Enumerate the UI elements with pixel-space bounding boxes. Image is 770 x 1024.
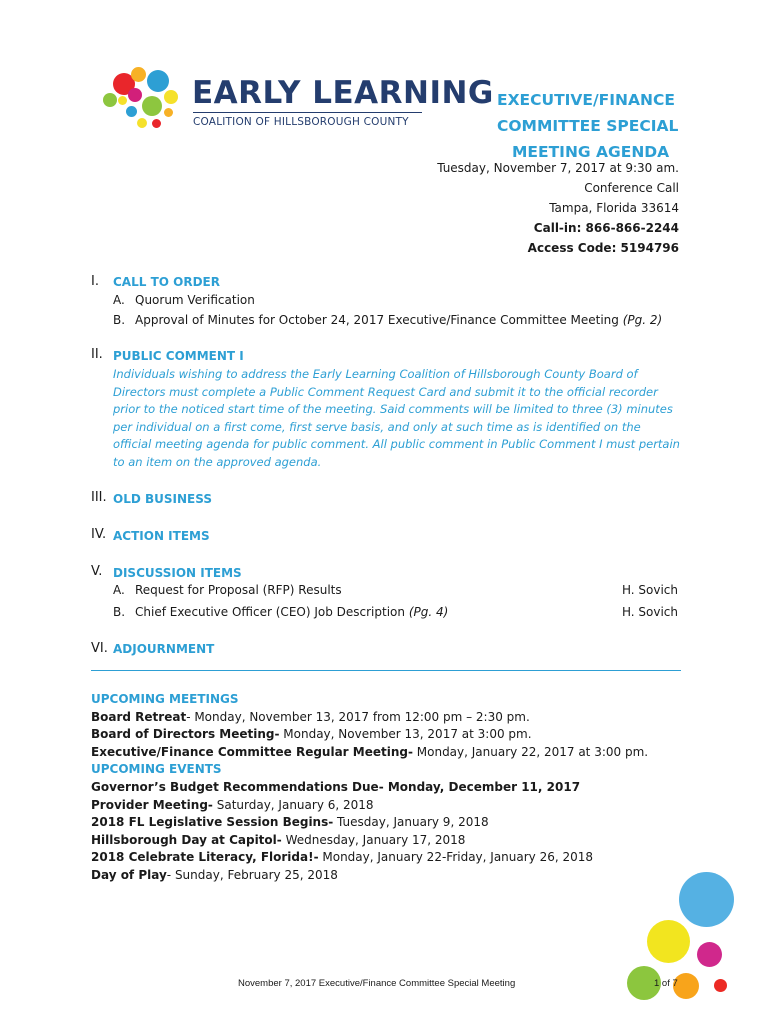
- meeting-item-label: Board Retreat: [91, 709, 187, 724]
- event-item: [91, 832, 648, 850]
- meeting-item: [91, 709, 648, 727]
- item-letter: B.: [113, 313, 126, 327]
- event-item: [91, 797, 648, 815]
- logo-dot-yellow-small: [118, 96, 127, 105]
- event-item-label: 2018 Celebrate Literacy, Florida!-: [91, 850, 319, 865]
- event-item: [91, 779, 648, 797]
- section-5-title: DISCUSSION ITEMS: [113, 566, 242, 580]
- event-item-label: 2018 FL Legislative Session Begins-: [91, 815, 334, 830]
- logo-dot-blue-small: [126, 106, 137, 117]
- section-1-item-b: [113, 313, 662, 327]
- event-item-label: Day of Play: [91, 867, 167, 882]
- section-1-numeral: I.: [91, 274, 99, 289]
- meeting-item-text: Monday, January 22, 2017 at 3:00 pm.: [412, 744, 649, 759]
- meeting-item-label: Board of Directors Meeting-: [91, 727, 280, 742]
- section-3-numeral: III.: [91, 490, 107, 505]
- section-5-item-b: [113, 605, 448, 619]
- page-number: 1 of 7: [654, 978, 678, 989]
- item-page-ref: (Pg. 2): [622, 313, 663, 327]
- section-2-numeral: II.: [91, 347, 103, 362]
- section-3-title: OLD BUSINESS: [113, 492, 212, 506]
- logo-dot-green: [142, 96, 162, 116]
- upcoming-meetings-heading: UPCOMING MEETINGS: [91, 692, 239, 706]
- corner-dot-blue: [679, 872, 734, 927]
- meeting-item-text: Monday, November 13, 2017 at 3:00 pm.: [279, 727, 532, 742]
- event-item: [91, 867, 648, 885]
- section-4-title: ACTION ITEMS: [113, 529, 210, 543]
- logo-subtitle: COALITION OF HILLSBOROUGH COUNTY: [193, 116, 409, 128]
- meeting-item-label: Executive/Finance Committee Regular Meeting-: [91, 744, 413, 759]
- section-1-item-a: [113, 293, 255, 307]
- meeting-item-text: - Monday, November 13, 2017 from 12:00 pm – 2:30 pm.: [186, 709, 530, 724]
- section-5-item-b-presenter: H. Sovich: [621, 605, 678, 619]
- event-item-label: Provider Meeting-: [91, 797, 213, 812]
- logo-dot-orange: [131, 67, 146, 82]
- item-page-ref: (Pg. 4): [408, 605, 449, 619]
- section-6-numeral: VI.: [91, 641, 108, 656]
- item-letter: A.: [113, 293, 125, 307]
- logo-dot-yellow: [164, 90, 178, 104]
- event-item-text: Wednesday, January 17, 2018: [281, 832, 466, 847]
- corner-dot-yellow: [647, 920, 690, 963]
- logo-divider: [193, 112, 422, 113]
- upcoming-section: [91, 691, 648, 885]
- corner-dot-red: [714, 979, 727, 992]
- section-5-item-a-presenter: H. Sovich: [621, 583, 678, 597]
- agenda-title: [497, 87, 697, 165]
- item-text: Chief Executive Officer (CEO) Job Description: [135, 605, 405, 619]
- event-item-label: Governor’s Budget Recommendations Due- Monday, December 11, 2017: [91, 779, 581, 794]
- meeting-call-in: Call-in: 866-866-2244: [533, 221, 679, 235]
- logo-title: EARLY LEARNING: [192, 75, 494, 111]
- item-letter: A.: [113, 583, 125, 597]
- item-text: Request for Proposal (RFP) Results: [135, 583, 342, 597]
- section-4-numeral: IV.: [91, 527, 107, 542]
- meeting-access-code: Access Code: 5194796: [527, 241, 679, 255]
- section-6-title: ADJOURNMENT: [113, 642, 215, 656]
- event-item-text: Saturday, January 6, 2018: [212, 797, 374, 812]
- meeting-location-type: Conference Call: [584, 181, 679, 195]
- event-item-text: - Sunday, February 25, 2018: [166, 867, 338, 882]
- meeting-info: [349, 158, 679, 258]
- event-item-text: Tuesday, January 9, 2018: [333, 815, 489, 830]
- agenda-title-line-2: COMMITTEE SPECIAL: [497, 117, 679, 135]
- section-2-title: PUBLIC COMMENT I: [113, 349, 244, 363]
- logo-dot-orange-small: [164, 108, 173, 117]
- section-5-item-a: [113, 583, 342, 597]
- event-item: [91, 814, 648, 832]
- logo-dot-red-tiny: [152, 119, 161, 128]
- meeting-item: [91, 726, 648, 744]
- section-5-numeral: V.: [91, 564, 103, 579]
- agenda-title-line-1: EXECUTIVE/FINANCE: [497, 91, 675, 109]
- agenda-title-line-3: MEETING AGENDA: [512, 143, 670, 161]
- meeting-city: Tampa, Florida 33614: [549, 201, 679, 215]
- footer-text: November 7, 2017 Executive/Finance Committee Special Meeting: [238, 978, 516, 989]
- horizontal-rule: [91, 670, 681, 671]
- item-text: Approval of Minutes for October 24, 2017 Executive/Finance Committee Meeting: [135, 313, 619, 327]
- item-text: Quorum Verification: [135, 293, 255, 307]
- section-1-title: CALL TO ORDER: [113, 275, 220, 289]
- logo-dot-blue: [147, 70, 169, 92]
- logo-dot-green-small: [103, 93, 117, 107]
- event-item-text: Monday, January 22-Friday, January 26, 2018: [318, 850, 594, 865]
- upcoming-events-heading: UPCOMING EVENTS: [91, 762, 222, 777]
- corner-dot-magenta: [697, 942, 722, 967]
- logo-dot-yellow-tiny: [137, 118, 147, 128]
- event-item-label: Hillsborough Day at Capitol-: [91, 832, 282, 847]
- event-item: [91, 849, 648, 867]
- meeting-item: [91, 744, 648, 762]
- meeting-date-time: Tuesday, November 7, 2017 at 9:30 am.: [437, 161, 679, 175]
- item-letter: B.: [113, 605, 126, 619]
- section-2-description: Individuals wishing to address the Early Learning Coalition of Hillsborough County Board of Directors must complete a Public Comment Request Card and submit it to the official recorder prior to the noticed start time of the meeting. Said comments will be limited to three (3) minutes per individual on a first come, first serve basis, and only at such time as is identified on the official meeting agenda for public comment. All public comment in Public Comment I must pertain to an item on the approved agenda.: [113, 367, 680, 469]
- logo-dot-magenta: [128, 88, 142, 102]
